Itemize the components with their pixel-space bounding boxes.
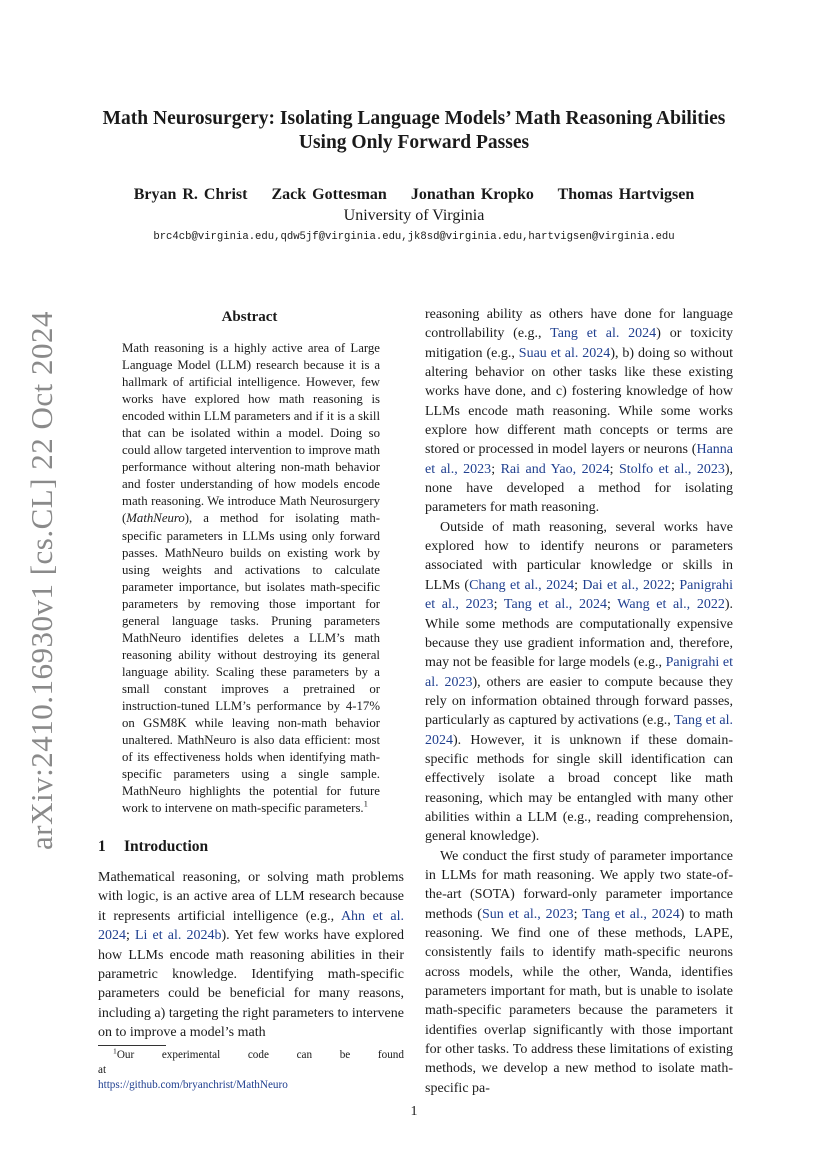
text-run: Outside of math reasoning, several works have explored how to identify neurons or parameters associated with particular knowledge or skills in LLMs ( bbox=[425, 519, 733, 593]
text-run: ) or toxicity mitigation (e.g., bbox=[425, 326, 733, 361]
citation-link[interactable]: Wang et al., 2022 bbox=[617, 597, 725, 613]
intro-paragraph-1 bbox=[98, 868, 404, 1043]
author-emails: brc4cb@virginia.edu,qdw5jf@virginia.edu,jk8sd@virginia.edu,hartvigsen@virginia.edu bbox=[153, 231, 675, 243]
text-run: ; bbox=[126, 928, 135, 944]
text-run: ), none have developed a method for isolating parameters for math reasoning. bbox=[425, 461, 734, 516]
text-run: ; bbox=[491, 461, 501, 477]
text-run: ) to math reasoning. We find one of these methods, LAPE, consistently fails to identify math-specific neurons across models, while the other, Wanda, identifies parameters important for math, but is unable to isolate math-specific parameters because the parameters it identifies overlap significantly with those important for other tasks. To address these limitations of existing methods, we develop a new method to isolate math-specific pa- bbox=[425, 906, 734, 1096]
title-line-2: Using Only Forward Passes bbox=[298, 132, 530, 153]
text-run: ; bbox=[609, 461, 619, 477]
citation-link[interactable]: Tang et al., 2024 bbox=[582, 906, 680, 922]
citation-link[interactable]: Panigrahi et al., 2023 bbox=[425, 577, 734, 613]
paper-title bbox=[60, 107, 768, 155]
text-run: ), b) doing so without altering behavior on other tasks like these existing works have done, and c) fostering knowledge of how LLMs encode math reasoning. While some works explore how different math concepts or terms are stored or processed in model layers or neurons ( bbox=[425, 345, 733, 458]
right-paragraph-3 bbox=[425, 847, 733, 1098]
text-run: ; bbox=[573, 906, 583, 922]
footnote-text bbox=[98, 1048, 404, 1078]
abstract-text bbox=[122, 340, 380, 817]
text-run: ; bbox=[606, 597, 618, 613]
section-heading-introduction bbox=[98, 837, 401, 857]
text-run: ). Yet few works have explored how LLMs encode math reasoning abilities in their parametric knowledge. Identifying math-specific parameters could be beneficial for many reasons, including a) targeting the right parameters to intervene on to improve a model’s math bbox=[98, 928, 405, 1041]
section-title: Introduction bbox=[124, 838, 209, 855]
arxiv-identifier-stamp: arXiv:2410.16930v1 [cs.CL] 22 Oct 2024 bbox=[24, 310, 59, 850]
text-run: ). However, it is unknown if these domain-specific methods for single skill identification can effectively isolate a broad concept like math reasoning, which may be entangled with many other abilities within a LLM (e.g., reading comprehension, general knowledge). bbox=[425, 732, 733, 845]
citation-link[interactable]: Hanna et al., 2023 bbox=[425, 442, 733, 477]
author-list: Bryan R. Christ Zack Gottesman Jonathan Kropko Thomas Hartvigsen bbox=[133, 186, 695, 203]
affiliation: University of Virginia bbox=[343, 207, 485, 224]
citation-link[interactable]: Panigrahi et al. 2023 bbox=[425, 655, 733, 690]
text-run: Mathematical reasoning, or solving math problems with logic, is an active area of LLM research because it represents artificial intelligence (e.g., bbox=[98, 870, 404, 924]
citation-link[interactable]: Stolfo et al., 2023 bbox=[618, 461, 725, 477]
text-run: ; bbox=[493, 597, 504, 613]
abstract-heading: Abstract bbox=[221, 309, 278, 325]
text-run: We conduct the first study of parameter importance in LLMs for math reasoning. We apply two state-of-the-art (SOTA) forward-only parameter importance methods ( bbox=[425, 848, 733, 922]
section-number: 1 bbox=[98, 838, 106, 855]
right-paragraph-2 bbox=[425, 518, 733, 847]
citation-link[interactable]: Li et al. 2024b bbox=[135, 928, 222, 944]
citation-link[interactable]: Tang et al., 2024 bbox=[503, 597, 607, 613]
page-number: 1 bbox=[410, 1104, 418, 1119]
citation-link[interactable]: Ahn et al. 2024 bbox=[98, 908, 404, 944]
citation-link[interactable]: Tang et al. 2024 bbox=[425, 713, 734, 748]
footnote bbox=[98, 1048, 404, 1093]
citation-link[interactable]: Sun et al., 2023 bbox=[481, 906, 574, 922]
footnote-body: Our experimental code can be found at bbox=[98, 1049, 404, 1076]
title-line-1: Math Neurosurgery: Isolating Language Models’ Math Reasoning Abilities bbox=[102, 108, 726, 129]
citation-link[interactable]: Tang et al. 2024 bbox=[550, 326, 657, 342]
github-link[interactable]: https://github.com/bryanchrist/MathNeuro bbox=[98, 1079, 288, 1091]
text-run: reasoning ability as others have done for language controllability (e.g., bbox=[425, 307, 733, 342]
footnote-marker[interactable]: 1 bbox=[363, 799, 368, 809]
method-name-italic: MathNeuro bbox=[126, 511, 185, 526]
footnote-number: 1 bbox=[113, 1046, 117, 1056]
text-run: ), others are easier to compute because they rely on information obtained through forward passes, particularly as captured by activations (e.g., bbox=[425, 674, 733, 729]
right-paragraph-1 bbox=[425, 305, 733, 518]
text-run: ; bbox=[671, 577, 680, 593]
abstract-text-part: Math reasoning is a highly active area of Large Language Model (LLM) research because it is a hallmark of artificial intelligence. However, few works have explored how math reasoning is encoded within LLM parameters and if it is a skill that can be isolated within a model. Doing so could allow targeted intervention to improve math performance without altering non-math behavior and foster understanding of how models encode math reasoning. We introduce Math Neurosurgery ( bbox=[122, 341, 380, 526]
citation-link[interactable]: Rai and Yao, 2024 bbox=[500, 461, 610, 477]
text-run: ; bbox=[574, 577, 583, 593]
right-column bbox=[425, 305, 733, 1098]
footnote-divider bbox=[98, 1045, 166, 1046]
citation-link[interactable]: Suau et al. 2024 bbox=[518, 345, 611, 361]
citation-link[interactable]: Dai et al., 2022 bbox=[582, 577, 672, 593]
text-run: ). While some methods are computationally expensive because they use gradient information and, therefore, may not be feasible for large models (e.g., bbox=[425, 597, 734, 671]
citation-link[interactable]: Chang et al., 2024 bbox=[469, 577, 575, 593]
abstract-text-part: ), a method for isolating math-specific parameters in LLMs using only forward passes. MathNeuro builds on existing work by using weights and activations to calculate parameter importance, but isolates math-specific parameters by removing those important for general language tasks. Pruning parameters MathNeuro identifies deletes a LLM’s math reasoning ability without destroying its general language ability. Scaling these parameters by a small constant improves a pretrained or instruction-tuned LLM’s performance by 4-17% on GSM8K while leaving non-math behavior unaltered. MathNeuro is also data efficient: most of its effectiveness holds when identifying math-specific parameters using a single sample. MathNeuro highlights the potential for future work to intervene on math-specific parameters. bbox=[122, 511, 380, 816]
